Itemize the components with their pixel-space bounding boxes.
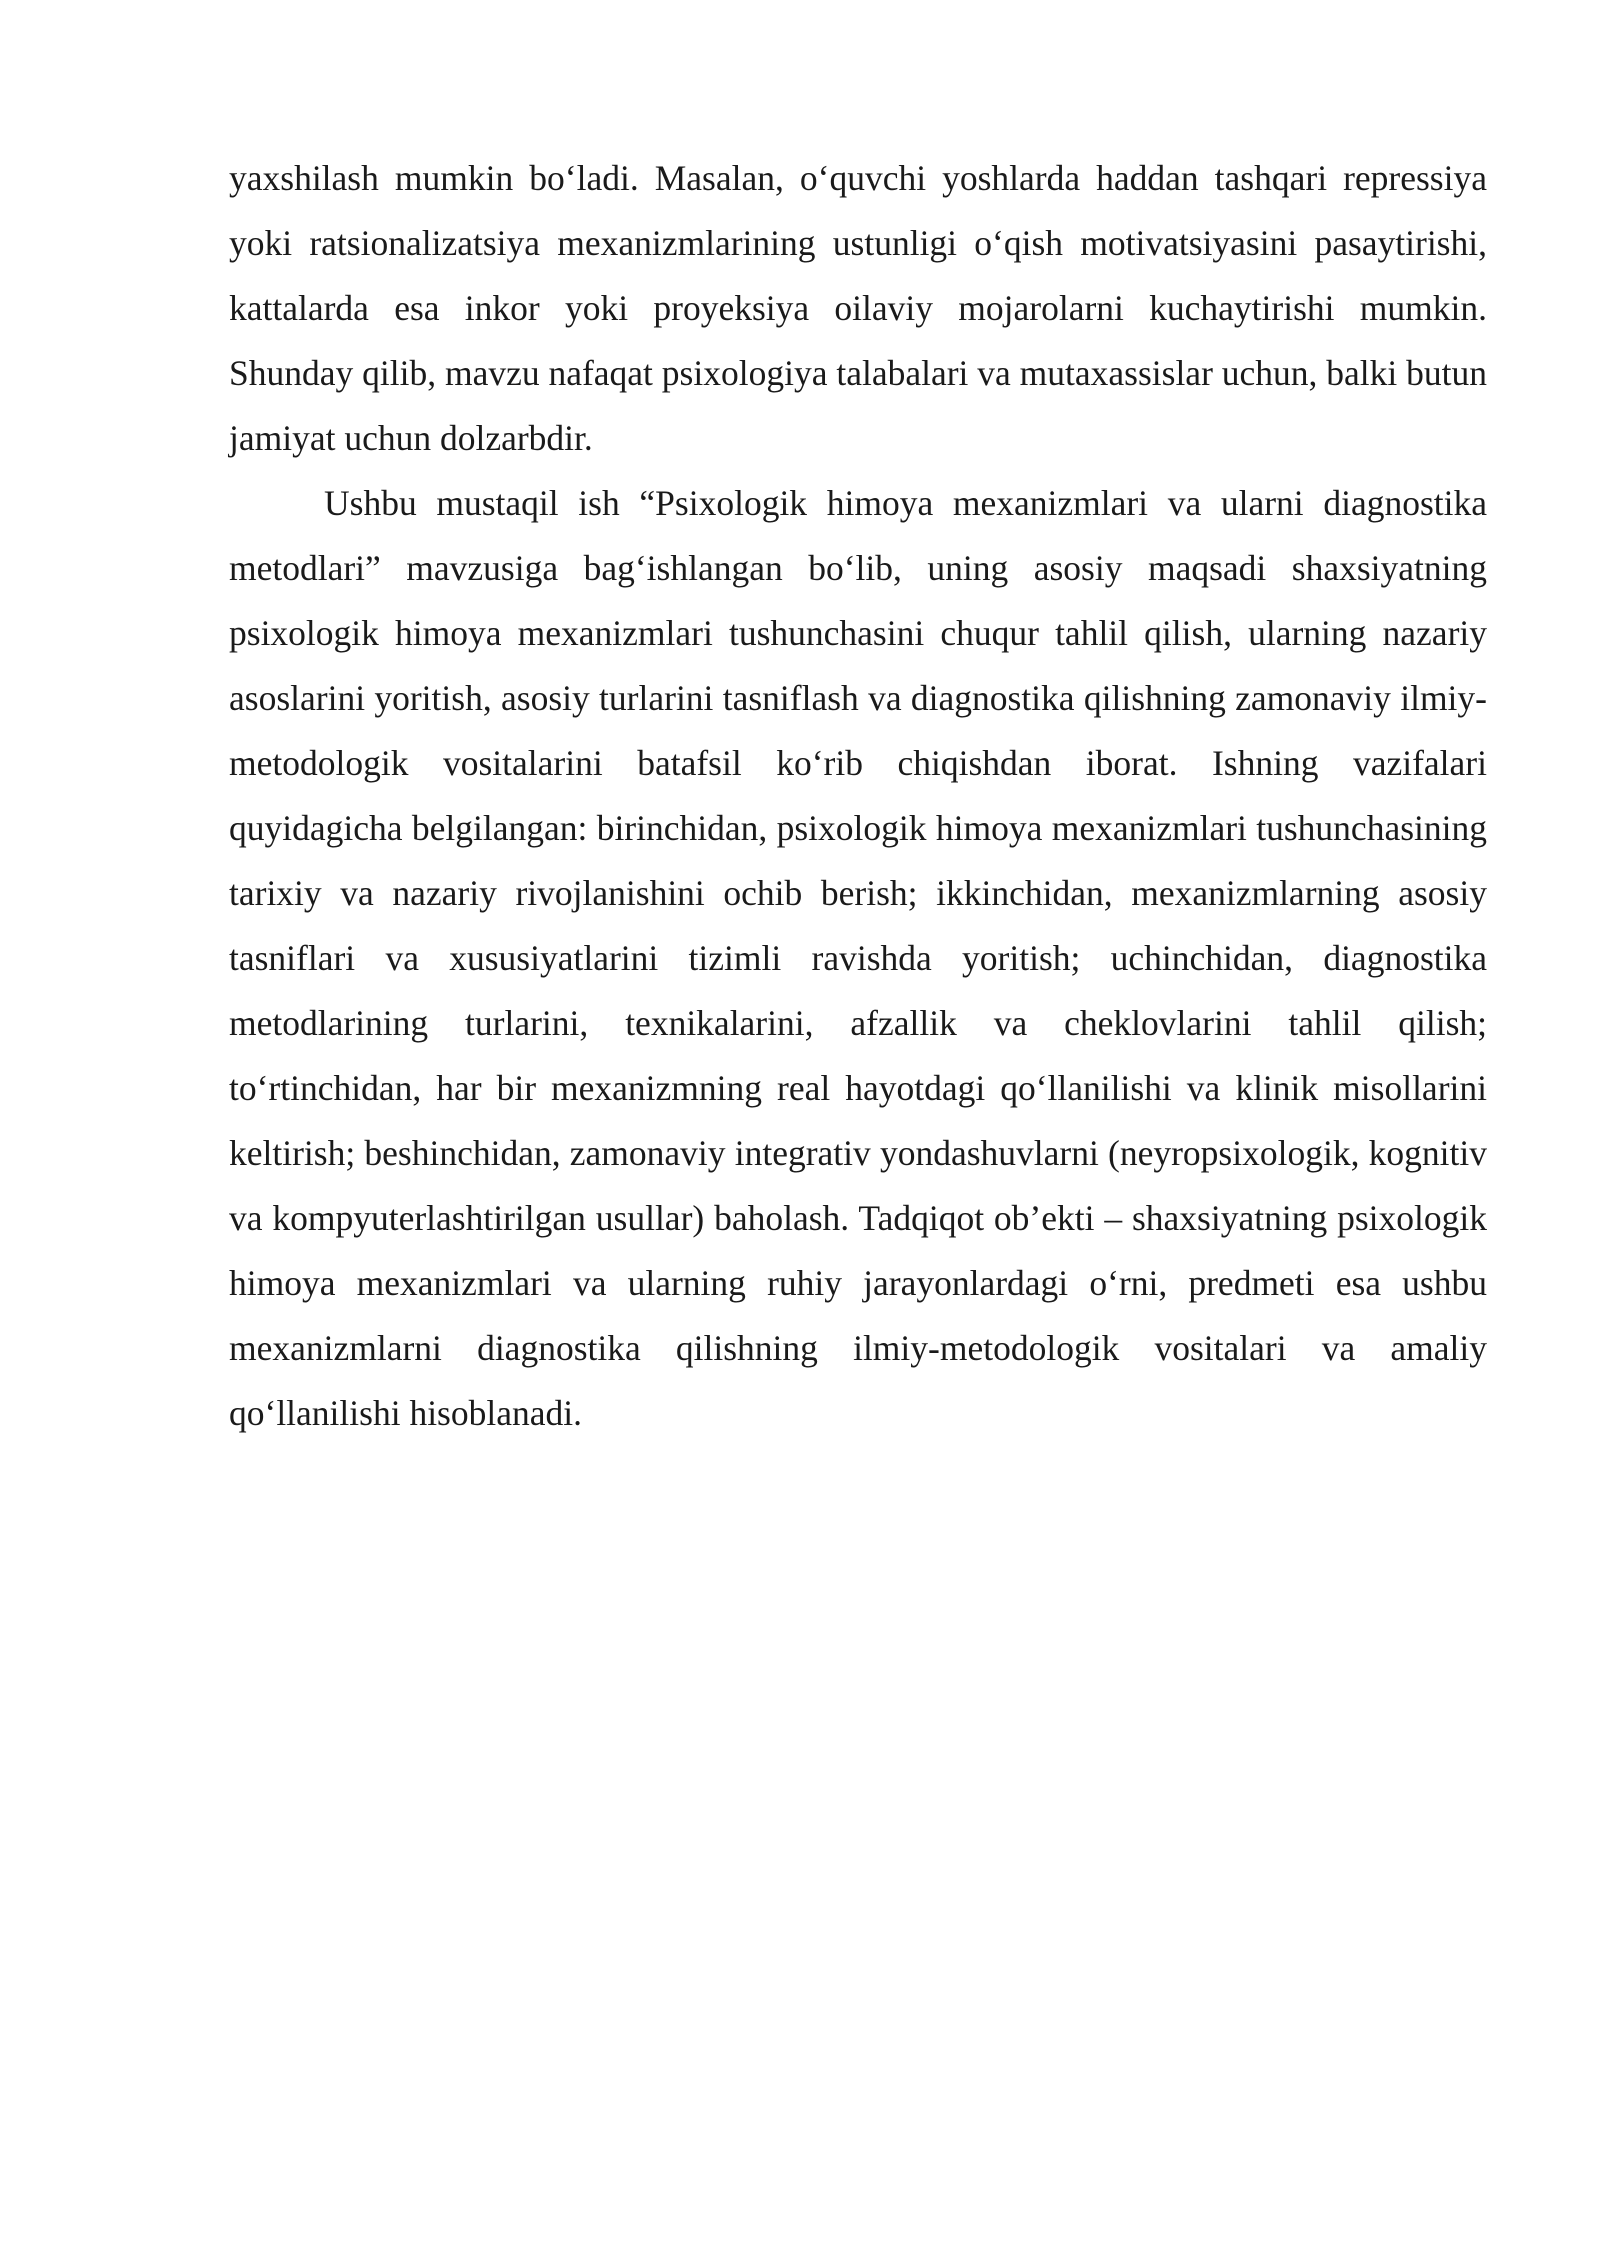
paragraph-continuation: yaxshilash mumkin bo‘ladi. Masalan, o‘quvchi yoshlarda haddan tashqari repressiya yoki ratsionalizatsiya mexanizmlarining ustunligi o‘qish motivatsiyasini pasaytirishi, kattalarda esa inkor yoki proyeksiya oilaviy mojarolarni kuchaytirishi mumkin. Shunday qilib, mavzu nafaqat psixologiya talabalari va mutaxassislar uchun, balki butun jamiyat uchun dolzarbdir.	[229, 158, 1487, 458]
paragraph-purpose-and-tasks: Ushbu mustaqil ish “Psixologik himoya mexanizmlari va ularni diagnostika metodlari” mavzusiga bag‘ishlangan bo‘lib, uning asosiy maqsadi shaxsiyatning psixologik himoya mexanizmlari tushunchasini chuqur tahlil qilish, ularning nazariy asoslarini yoritish, asosiy turlarini tasniflash va diagnostika qilishning zamonaviy ilmiy-metodologik vositalarini batafsil ko‘rib chiqishdan iborat. Ishning vazifalari quyidagicha belgilangan: birinchidan, psixologik himoya mexanizmlari tushunchasining tarixiy va nazariy rivojlanishini ochib berish; ikkinchidan, mexanizmlarning asosiy tasniflari va xususiyatlarini tizimli ravishda yoritish; uchinchidan, diagnostika metodlarining turlarini, texnikalarini, afzallik va cheklovlarini tahlil qilish; to‘rtinchidan, har bir mexanizmning real hayotdagi qo‘llanilishi va klinik misollarini keltirish; beshinchidan, zamonaviy integrativ yondashuvlarni (neyropsixologik, kognitiv va kompyuterlashtirilgan usullar) baholash. Tadqiqot ob’ekti – shaxsiyatning psixologik himoya mexanizmlari va ularning ruhiy jarayonlardagi o‘rni, predmeti esa ushbu mexanizmlarni diagnostika qilishning ilmiy-metodologik vositalari va amaliy qo‘llanilishi hisoblanadi.	[229, 483, 1487, 1433]
document-body	[229, 146, 1487, 1446]
